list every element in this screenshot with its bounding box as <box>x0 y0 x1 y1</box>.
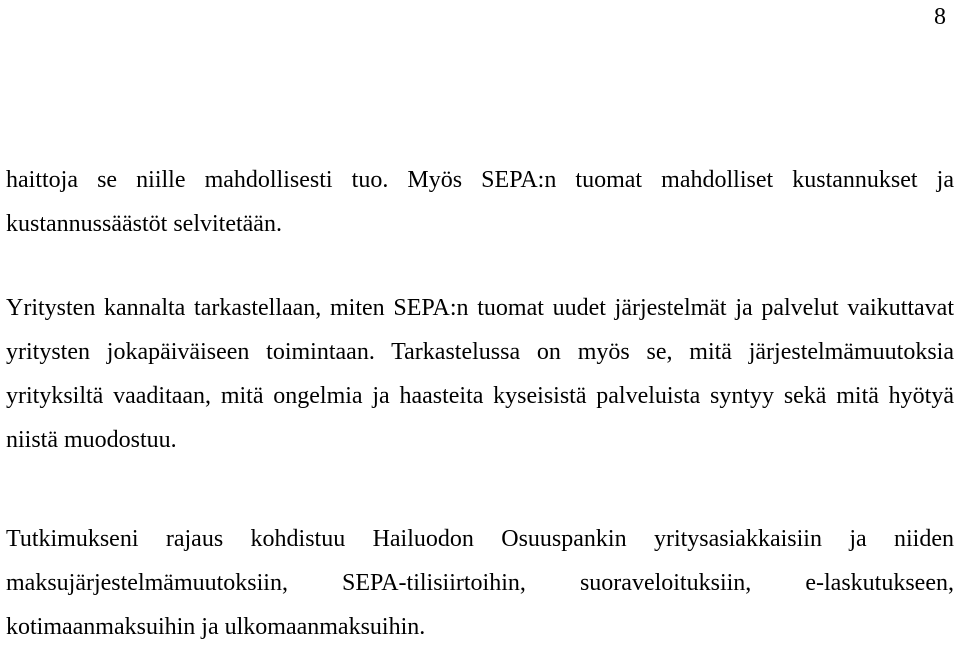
paragraph-company-perspective: Yritysten kannalta tarkastellaan, miten SEPA:n tuomat uudet järjestelmät ja palvelut vaikuttavat yritysten jokapäiväiseen toimintaan. Tarkastelussa on myös se, mitä järjestelmämuutoksia yrityksiltä vaaditaan, mitä ongelmia ja haasteita kyseisistä palveluista syntyy sekä mitä hyötyä niistä muodostuu. <box>6 295 954 453</box>
page-number: 8 <box>934 4 946 30</box>
paragraph-costs: haittoja se niille mahdollisesti tuo. Myös SEPA:n tuomat mahdolliset kustannukset ja kustannussäästöt selvitetään. <box>6 167 954 237</box>
paragraph-research-scope: Tutkimukseni rajaus kohdistuu Hailuodon Osuuspankin yritysasiakkaisiin ja niiden maksujärjestelmämuutoksiin, SEPA-tilisiirtoihin, suoraveloituksiin, e-laskutukseen, kotimaanmaksuihin ja ulkomaanmaksuihin. <box>6 526 954 640</box>
